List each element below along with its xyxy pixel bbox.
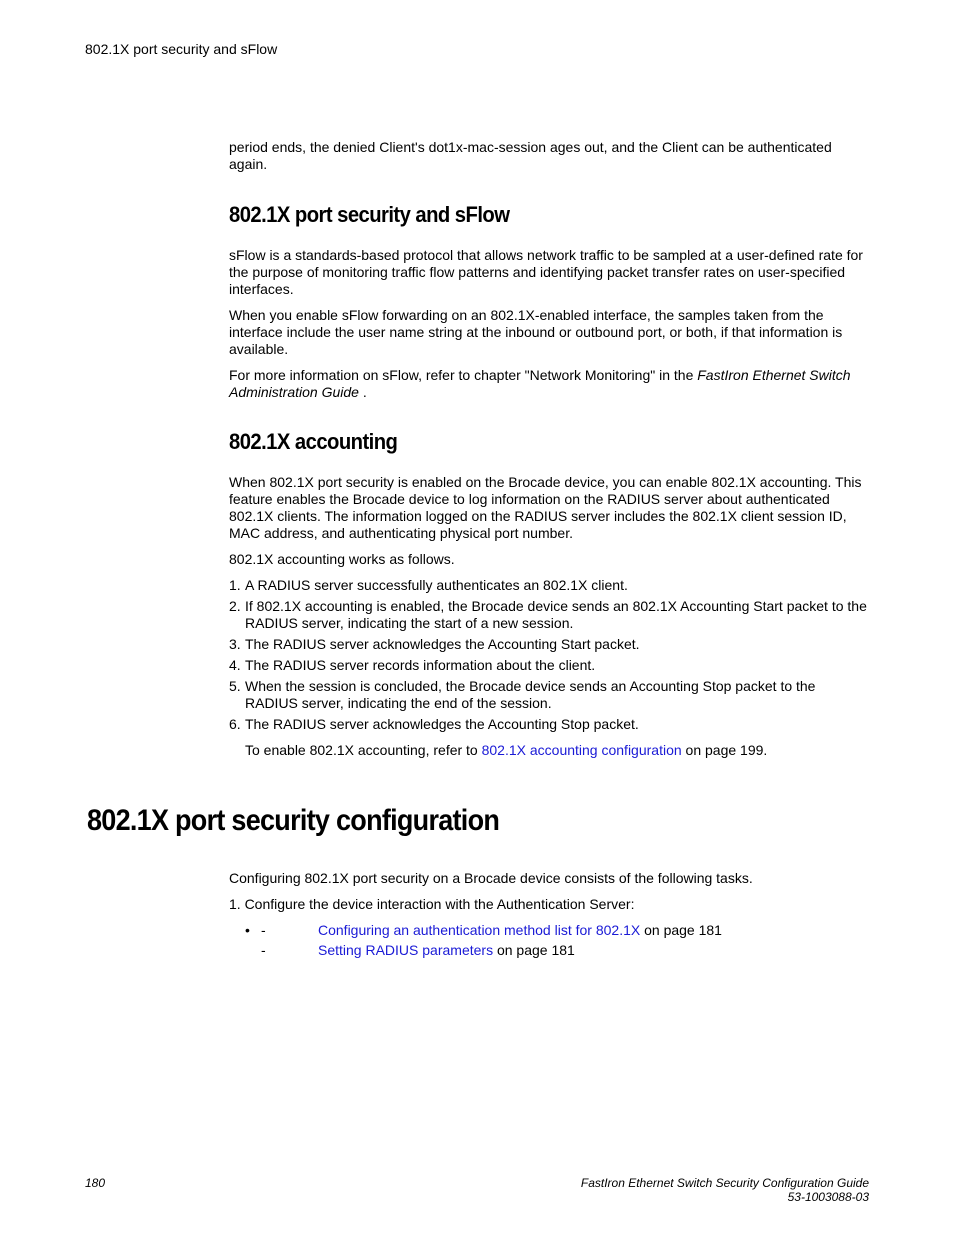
intro-paragraph [229,139,869,182]
dash-marker: - [261,922,266,938]
bullet-icon: • [245,922,250,938]
step-text: When the session is concluded, the Brocade device sends an Accounting Stop packet to the RADIUS server, indicating the end of the session. [245,678,816,711]
sflow-p3-guide-title: FastIron Ethernet Switch Administration Guide [229,367,851,400]
list-item [318,922,722,938]
dash-marker: - [261,942,266,958]
list-item [229,716,869,733]
configuration-paragraph-1: Configuring 802.1X port security on a Brocade device consists of the following tasks. [229,870,753,886]
step-text: If 802.1X accounting is enabled, the Brocade device sends an 802.1X Accounting Start packet to the RADIUS server, indicating the start of a new session. [245,598,867,631]
footer-doc-title: FastIron Ethernet Switch Security Configuration Guide [580,1176,869,1190]
subitem-page: on page 181 [493,942,575,958]
section-heading-configuration: 802.1X port security configuration [87,804,500,837]
step-number: 3. [229,636,241,652]
accounting-xref [229,742,869,759]
step-text: A RADIUS server successfully authenticates an 802.1X client. [245,577,628,593]
xref-page: on page 199. [681,742,768,758]
step-number: 6. [229,716,241,732]
radius-parameters-link[interactable]: Setting RADIUS parameters [318,942,494,958]
configuration-body [229,870,869,922]
section-heading-accounting: 802.1X accounting [229,429,398,454]
step-text: The RADIUS server acknowledges the Accounting Stop packet. [245,716,639,732]
configuration-step-1: 1. Configure the device interaction with the Authentication Server: [229,896,635,912]
step-text: The RADIUS server acknowledges the Accounting Start packet. [245,636,640,652]
list-item [229,598,869,632]
list-item [229,577,869,594]
sflow-paragraph-1: sFlow is a standards-based protocol that allows network traffic to be sampled at a user-defined rate for the purpose of monitoring traffic flow patterns and identifying packet transfer rates on user-specified interfaces. [229,247,863,297]
footer-doc-number: 53-1003088-03 [787,1190,869,1204]
intro-text: period ends, the denied Client's dot1x-mac-session ages out, and the Client can be authenticated again. [229,139,832,172]
accounting-steps-list [229,577,869,733]
step-text: The RADIUS server records information about the client. [245,657,596,673]
subitem-page: on page 181 [640,922,722,938]
sflow-body [229,247,869,410]
list-item [318,942,575,958]
page-number: 180 [85,1176,106,1190]
accounting-configuration-link[interactable]: 802.1X accounting configuration [481,742,682,758]
accounting-paragraph-1: When 802.1X port security is enabled on the Brocade device, you can enable 802.1X accounting. This feature enables the Brocade device to log information on the RADIUS server about authenticated 802.1X clients. The information logged on the RADIUS server includes the 802.1X client session ID, MAC address, and authenticating physical port number. [229,474,862,541]
accounting-paragraph-2: 802.1X accounting works as follows. [229,551,455,567]
accounting-body [229,474,869,768]
list-item [229,636,869,653]
list-item [229,678,869,712]
step-number: 2. [229,598,241,614]
xref-text: To enable 802.1X accounting, refer to [245,742,482,758]
running-header: 802.1X port security and sFlow [85,41,278,57]
authentication-method-list-link[interactable]: Configuring an authentication method list for 802.1X [318,922,641,938]
footer-doc-info [581,1176,869,1204]
step-number: 1. [229,577,241,593]
sflow-paragraph-3 [229,367,869,401]
sflow-p3-end: . [358,384,367,400]
step-number: 4. [229,657,241,673]
sflow-p3-text: For more information on sFlow, refer to chapter "Network Monitoring" in the [229,367,698,383]
sflow-paragraph-2: When you enable sFlow forwarding on an 802.1X-enabled interface, the samples taken from the interface include the user name string at the inbound or outbound port, or both, if that information is available. [229,307,843,357]
list-item [229,657,869,674]
section-heading-sflow: 802.1X port security and sFlow [229,202,510,227]
step-number: 5. [229,678,241,694]
